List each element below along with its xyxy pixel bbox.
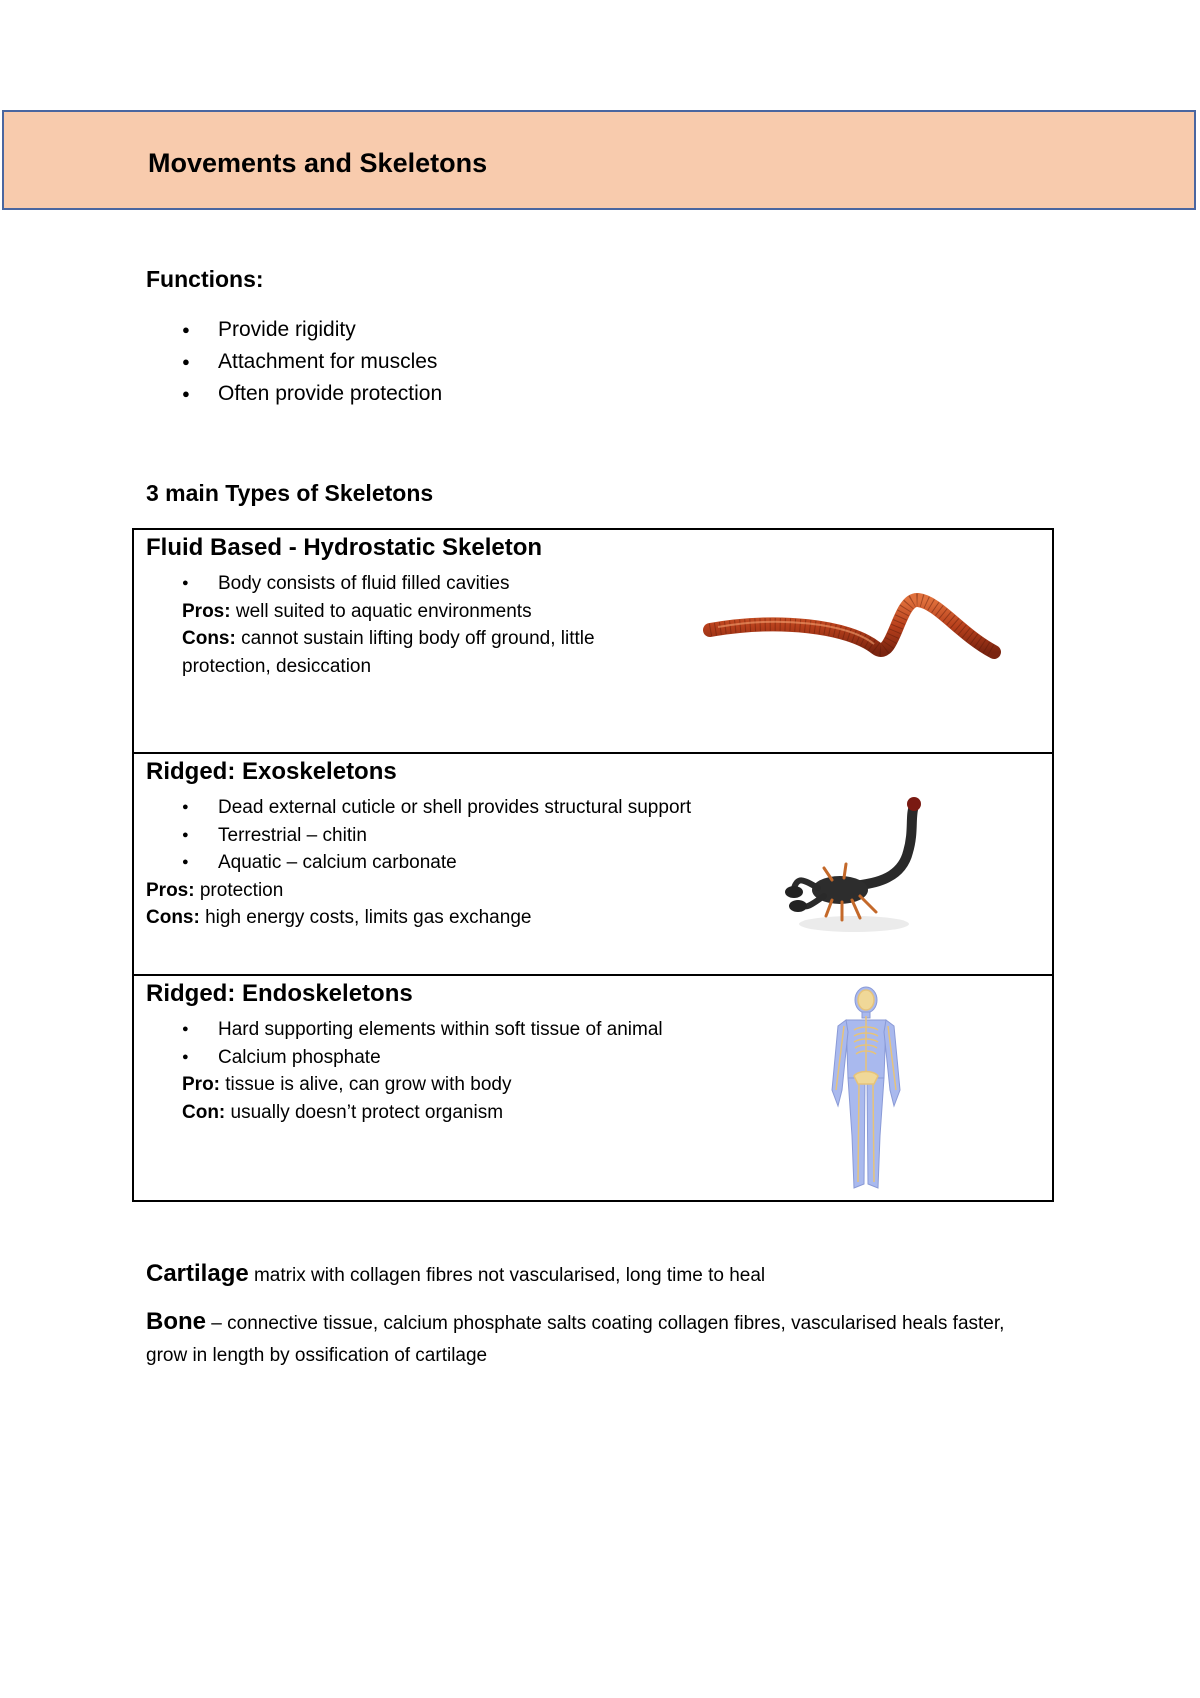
cons-label: Cons:: [182, 628, 236, 649]
functions-list: [146, 314, 442, 410]
pros-line: [146, 877, 766, 905]
cons-line-continued: protection, desiccation: [182, 655, 372, 677]
cons-label: Cons:: [146, 907, 200, 928]
pros-label: Pros:: [182, 600, 231, 622]
cons-text: cannot sustain lifting body off ground, little: [235, 628, 595, 649]
row-title: Ridged: Endoskeletons: [146, 980, 413, 1007]
list-item: ● Dead external cuticle or shell provides structural support: [146, 794, 766, 822]
types-heading: 3 main Types of Skeletons: [146, 480, 434, 506]
list-item: ● Hard supporting elements within soft tissue of animal: [146, 1016, 766, 1044]
pros-text: protection: [194, 879, 284, 901]
cons-label: Con:: [182, 1101, 226, 1123]
list-item: ● Aquatic – calcium carbonate: [146, 849, 766, 877]
pros-text: well suited to aquatic environments: [230, 600, 532, 622]
page-title: Movements and Skeletons: [148, 148, 488, 178]
cartilage-term: Cartilage: [146, 1260, 249, 1287]
row-body: [146, 1016, 766, 1126]
notes-section: [146, 1258, 1066, 1386]
pros-label: Pro:: [182, 1074, 220, 1095]
cartilage-text: matrix with collagen fibres not vascularised, long time to heal: [248, 1265, 766, 1286]
list-item: ● Calcium phosphate: [146, 1044, 766, 1072]
earthworm-image: [698, 578, 1018, 698]
row-body: [146, 794, 766, 932]
cartilage-note: [146, 1258, 1066, 1292]
pros-line: [146, 598, 766, 626]
cons-line: [146, 1099, 766, 1127]
table-row-endoskeleton: [134, 974, 1052, 1200]
row-title: Ridged: Exoskeletons: [146, 758, 397, 785]
list-item: ● Provide rigidity: [146, 314, 442, 346]
cons-text: usually doesn’t protect organism: [225, 1101, 504, 1123]
list-item: ● Body consists of fluid filled cavities: [146, 570, 766, 598]
functions-heading: Functions:: [146, 266, 264, 292]
table-row-hydrostatic: [134, 530, 1052, 752]
list-item: ● Terrestrial – chitin: [146, 822, 766, 850]
row-title: Fluid Based - Hydrostatic Skeleton: [146, 534, 543, 561]
title-banner: [2, 110, 1196, 210]
scorpion-image: [784, 792, 934, 942]
skeleton-types-table: [132, 528, 1054, 1202]
row-body: [146, 570, 766, 680]
bone-term: Bone: [146, 1308, 206, 1335]
human-skeleton-image: [824, 986, 908, 1196]
pros-label: Pros:: [146, 879, 195, 901]
pros-text: tissue is alive, can grow with body: [220, 1074, 512, 1095]
list-item: ● Often provide protection: [146, 378, 442, 410]
cons-text: high energy costs, limits gas exchange: [199, 907, 532, 928]
list-item: ● Attachment for muscles: [146, 346, 442, 378]
table-row-exoskeleton: [134, 752, 1052, 974]
cons-line: [146, 625, 766, 653]
pros-line: [146, 1071, 766, 1099]
bone-text-continued: grow in length by ossification of cartilage: [146, 1345, 488, 1366]
bone-note: [146, 1306, 1066, 1372]
bone-text: – connective tissue, calcium phosphate salts coating collagen fibres, vascularised heals faster,: [206, 1313, 1005, 1334]
cons-line: [146, 904, 766, 932]
